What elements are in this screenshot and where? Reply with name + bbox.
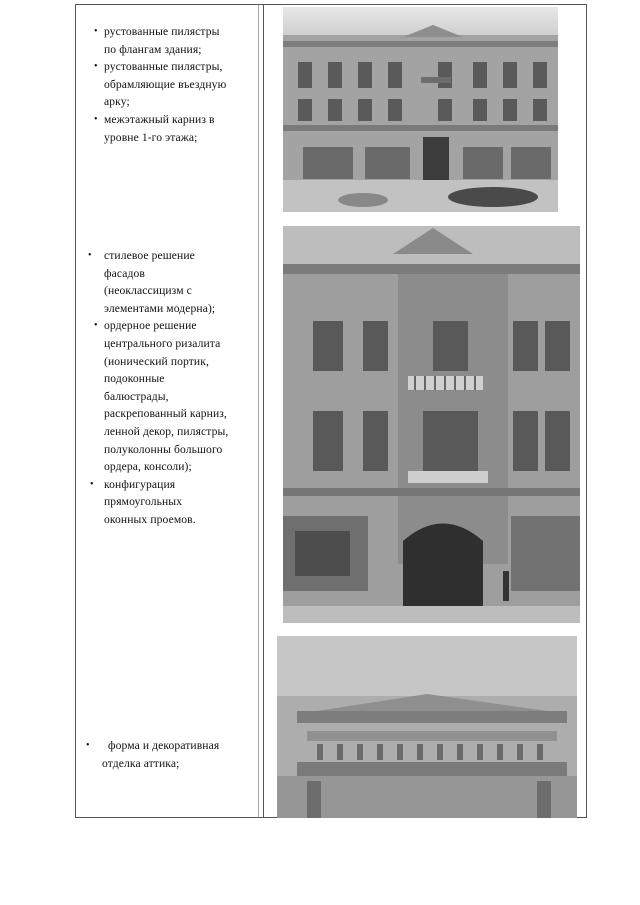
bullet: • [86,740,90,751]
list-item: • форма и декоративная отделка аттика; [86,739,220,770]
bullet: • [90,478,94,490]
list-item: • рустованные пилястры, обрамляющие въездную арку; [94,60,227,109]
facade-photo-1 [283,7,558,212]
facade-photo-2 [283,226,580,623]
attic-photo [277,636,577,818]
list-item: • стилевое решение фасадов (неоклассицизм с элементами модерна); [88,249,216,315]
list-item: • рустованные пилястры по флангам здания; [94,25,220,56]
section-3-text [86,737,270,772]
bullet: • [94,113,98,125]
list-item: • конфигурация прямоугольных оконных проемов. [90,477,196,526]
section-2-text [88,247,266,529]
bullet: • [94,320,98,332]
list-item: • межэтажный карниз в уровне 1-го этажа; [94,112,215,144]
bullet: • [94,26,98,37]
section-1-text [96,23,266,146]
bullet: • [94,61,98,73]
bullet: • [88,250,92,261]
list-item: • ордерное решение центрального ризалита (ионический портик, подоконные балюстрады, раскрепованный карниз, ленной декор, пилястры, полуколонны большого ордера, консоли); [94,319,229,474]
